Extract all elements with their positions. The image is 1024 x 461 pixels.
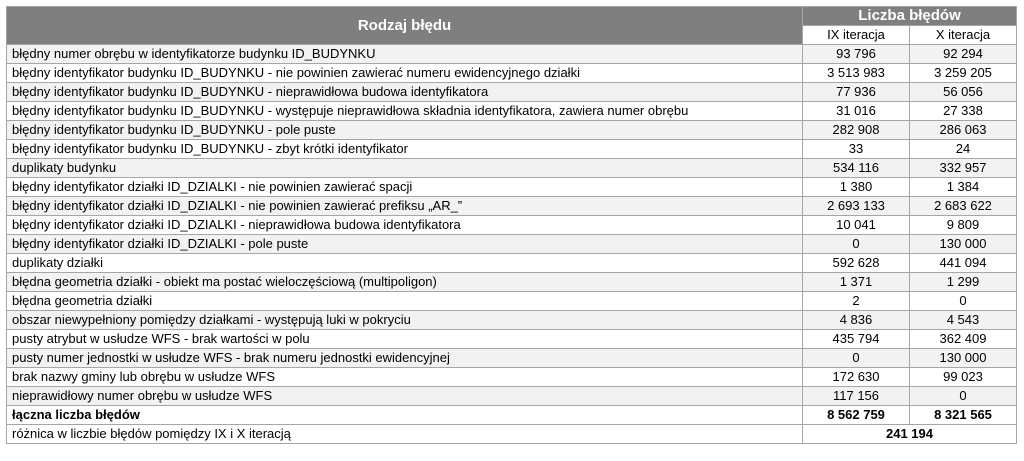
iteration-ix-cell: 93 796 — [803, 45, 910, 64]
table-row — [7, 292, 1017, 311]
difference-value: 241 194 — [803, 425, 1017, 444]
table-row — [7, 121, 1017, 140]
error-table — [6, 6, 1017, 444]
iteration-x-cell: 130 000 — [910, 235, 1017, 254]
table-row — [7, 83, 1017, 102]
table-row — [7, 311, 1017, 330]
iteration-x-cell: 1 299 — [910, 273, 1017, 292]
table-row — [7, 330, 1017, 349]
error-type-cell: pusty atrybut w usłudze WFS - brak wartości w polu — [7, 330, 803, 349]
total-x-value: 8 321 565 — [910, 406, 1017, 425]
iteration-ix-cell: 1 371 — [803, 273, 910, 292]
iteration-x-cell: 24 — [910, 140, 1017, 159]
iteration-x-cell: 4 543 — [910, 311, 1017, 330]
difference-label: różnica w liczbie błędów pomiędzy IX i X iteracją — [7, 425, 803, 444]
iteration-ix-cell: 534 116 — [803, 159, 910, 178]
iteration-x-cell: 92 294 — [910, 45, 1017, 64]
iteration-x-cell: 9 809 — [910, 216, 1017, 235]
iteration-x-cell: 3 259 205 — [910, 64, 1017, 83]
iteration-ix-cell: 4 836 — [803, 311, 910, 330]
error-type-cell: błędny identyfikator budynku ID_BUDYNKU - pole puste — [7, 121, 803, 140]
error-type-cell: duplikaty budynku — [7, 159, 803, 178]
table-row — [7, 273, 1017, 292]
table-row — [7, 45, 1017, 64]
table-row — [7, 254, 1017, 273]
error-type-cell: błędny identyfikator działki ID_DZIALKI - nie powinien zawierać spacji — [7, 178, 803, 197]
iteration-ix-cell: 77 936 — [803, 83, 910, 102]
error-type-cell: błędny identyfikator budynku ID_BUDYNKU - nieprawidłowa budowa identyfikatora — [7, 83, 803, 102]
iteration-x-cell: 441 094 — [910, 254, 1017, 273]
iteration-ix-cell: 0 — [803, 349, 910, 368]
iteration-x-cell: 286 063 — [910, 121, 1017, 140]
iteration-x-cell: 1 384 — [910, 178, 1017, 197]
error-type-cell: brak nazwy gminy lub obrębu w usłudze WFS — [7, 368, 803, 387]
difference-row — [7, 425, 1017, 444]
header-error-count: Liczba błędów — [803, 7, 1017, 26]
table-row — [7, 178, 1017, 197]
table-row — [7, 197, 1017, 216]
iteration-ix-cell: 1 380 — [803, 178, 910, 197]
table-row — [7, 368, 1017, 387]
iteration-ix-cell: 592 628 — [803, 254, 910, 273]
error-type-cell: obszar niewypełniony pomiędzy działkami - występują luki w pokryciu — [7, 311, 803, 330]
header-error-type: Rodzaj błędu — [7, 7, 803, 45]
iteration-ix-cell: 282 908 — [803, 121, 910, 140]
iteration-x-cell: 332 957 — [910, 159, 1017, 178]
error-type-cell: pusty numer jednostki w usłudze WFS - brak numeru jednostki ewidencyjnej — [7, 349, 803, 368]
iteration-ix-cell: 33 — [803, 140, 910, 159]
iteration-ix-cell: 2 — [803, 292, 910, 311]
iteration-x-cell: 0 — [910, 292, 1017, 311]
iteration-x-cell: 0 — [910, 387, 1017, 406]
iteration-ix-cell: 0 — [803, 235, 910, 254]
iteration-x-cell: 99 023 — [910, 368, 1017, 387]
error-table-container — [6, 6, 1017, 444]
iteration-ix-cell: 10 041 — [803, 216, 910, 235]
iteration-x-cell: 130 000 — [910, 349, 1017, 368]
table-row — [7, 387, 1017, 406]
error-type-cell: błędny identyfikator budynku ID_BUDYNKU - występuje nieprawidłowa składnia identyfikatora, zawiera numer obrębu — [7, 102, 803, 121]
iteration-ix-cell: 3 513 983 — [803, 64, 910, 83]
error-type-cell: błędny identyfikator budynku ID_BUDYNKU - zbyt krótki identyfikator — [7, 140, 803, 159]
table-row — [7, 216, 1017, 235]
total-row — [7, 406, 1017, 425]
error-type-cell: błędna geometria działki — [7, 292, 803, 311]
total-label: łączna liczba błędów — [7, 406, 803, 425]
error-type-cell: błędna geometria działki - obiekt ma postać wieloczęściową (multipoligon) — [7, 273, 803, 292]
iteration-ix-cell: 172 630 — [803, 368, 910, 387]
total-ix-value: 8 562 759 — [803, 406, 910, 425]
table-row — [7, 140, 1017, 159]
table-row — [7, 349, 1017, 368]
error-type-cell: błędny numer obrębu w identyfikatorze budynku ID_BUDYNKU — [7, 45, 803, 64]
iteration-x-cell: 27 338 — [910, 102, 1017, 121]
error-type-cell: błędny identyfikator budynku ID_BUDYNKU - nie powinien zawierać numeru ewidencyjnego działki — [7, 64, 803, 83]
iteration-ix-cell: 31 016 — [803, 102, 910, 121]
iteration-ix-cell: 435 794 — [803, 330, 910, 349]
header-iteration-x: X iteracja — [910, 26, 1017, 45]
table-row — [7, 235, 1017, 254]
table-row — [7, 102, 1017, 121]
table-row — [7, 64, 1017, 83]
error-type-cell: błędny identyfikator działki ID_DZIALKI - pole puste — [7, 235, 803, 254]
error-type-cell: błędny identyfikator działki ID_DZIALKI - nieprawidłowa budowa identyfikatora — [7, 216, 803, 235]
table-row — [7, 159, 1017, 178]
iteration-ix-cell: 117 156 — [803, 387, 910, 406]
iteration-x-cell: 362 409 — [910, 330, 1017, 349]
iteration-x-cell: 2 683 622 — [910, 197, 1017, 216]
table-body — [7, 45, 1017, 444]
header-iteration-ix: IX iteracja — [803, 26, 910, 45]
error-type-cell: duplikaty działki — [7, 254, 803, 273]
iteration-x-cell: 56 056 — [910, 83, 1017, 102]
error-type-cell: nieprawidłowy numer obrębu w usłudze WFS — [7, 387, 803, 406]
iteration-ix-cell: 2 693 133 — [803, 197, 910, 216]
error-type-cell: błędny identyfikator działki ID_DZIALKI - nie powinien zawierać prefiksu „AR_” — [7, 197, 803, 216]
